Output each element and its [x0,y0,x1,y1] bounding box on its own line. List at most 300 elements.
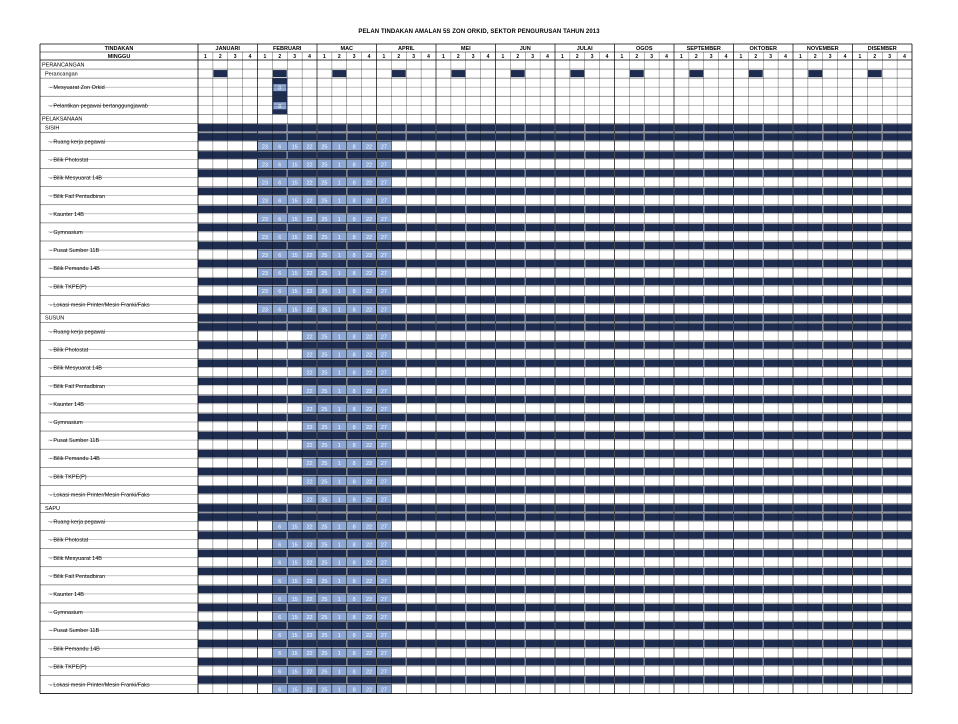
week-number: 4 [308,54,311,61]
scheduled-date: 15 [291,234,298,241]
scheduled-date: 23 [261,180,268,187]
month-header-september: SEPTEMBER [686,46,721,52]
month-header-ogos: OGOS [635,46,653,52]
activity-label: - Kaunter 14B [50,211,84,218]
scheduled-date: 1 [337,406,341,413]
scheduled-date: 8 [352,633,356,640]
scheduled-date: 23 [261,216,268,223]
scheduled-date: 15 [291,253,298,259]
scheduled-date: 25 [321,424,328,431]
scheduled-date: 22 [366,542,373,549]
scheduled-date: 6 [278,669,282,676]
scheduled-date: 1 [337,180,341,187]
planning-marker [451,70,465,77]
scheduled-date: 6 [278,234,282,241]
scheduled-date: 15 [291,162,298,169]
scheduled-date: 8 [352,615,356,621]
scheduled-date: 23 [261,144,268,151]
week-number: 4 [427,54,430,61]
scheduled-date: 6 [278,560,282,567]
scheduled-date: 22 [306,524,313,531]
week-number: 2 [694,54,698,61]
scheduled-date: 1 [337,162,341,169]
scheduled-date: 27 [380,633,387,640]
activity-label: - Ruang kerja pegawai [50,519,106,526]
scheduled-date: 25 [321,542,328,549]
activity-label: - Bilik TKPE(P) [50,284,87,291]
week-number: 1 [620,54,624,61]
scheduled-date: 22 [306,234,313,241]
scheduled-date: 8 [352,560,356,567]
scheduled-date: 6 [278,253,282,259]
header-tindakan: TINDAKAN [104,46,134,52]
group-title-sisih: SISIH [45,125,60,132]
scheduled-date: 22 [366,289,373,296]
scheduled-date: 23 [261,253,268,259]
week-number: 3 [412,54,416,61]
week-number: 3 [531,54,535,61]
scheduled-date: 22 [366,180,373,187]
scheduled-date: 25 [321,669,328,676]
planning-marker [749,70,763,77]
week-number: 3 [769,54,773,61]
scheduled-date: 27 [380,560,387,567]
scheduled-date: 15 [291,271,298,278]
activity-label: - Bilik Mesyuarat 14B [50,175,102,182]
scheduled-date: 8 [352,669,356,676]
scheduled-date: 6 [278,615,282,621]
scheduled-date: 1 [337,651,341,658]
scheduled-date: 22 [306,144,313,151]
scheduled-date: 25 [321,651,328,658]
activity-label: - Bilik Fail Pentadbiran [50,383,106,390]
scheduled-date: 22 [306,334,313,341]
scheduled-date: 1 [337,216,341,223]
scheduled-date: 23 [261,198,268,205]
scheduled-date: 25 [321,180,328,187]
scheduled-date: 22 [366,352,373,359]
activity-label: - Bilik Fail Pentadbiran [50,193,106,200]
activity-label: - Bilik Photostat [50,157,89,164]
scheduled-date: 22 [366,560,373,567]
scheduled-date: 25 [321,144,328,151]
scheduled-date: 25 [321,578,328,585]
scheduled-date: 1 [337,271,341,278]
week-number: 1 [442,54,445,61]
planning-marker [570,70,584,77]
week-number: 1 [739,54,743,61]
scheduled-date: 22 [306,289,313,296]
scheduled-date: 27 [380,144,387,151]
section-title-pelaksanaan: PELAKSANAAN [42,116,83,123]
month-header-april: APRIL [398,46,415,52]
scheduled-date: 22 [366,307,373,314]
scheduled-date: 25 [321,687,328,694]
activity-label: - Lokasi mesin Printer/Mesin Franki/Faks [50,302,150,309]
scheduled-date: 8 [352,461,356,468]
scheduled-date: 22 [366,687,373,694]
scheduled-date: 27 [380,424,387,431]
activity-label: - Ruang kerja pegawai [50,139,106,146]
scheduled-date: 27 [380,271,387,278]
week-number: 3 [293,54,297,61]
scheduled-date: 27 [380,289,387,296]
month-header-november: NOVEMBER [806,46,839,52]
scheduled-date: 8 [352,307,356,314]
activity-label: - Pusat Sumber 11B [50,248,100,255]
activity-label: - Bilik Fail Pentadbiran [50,573,106,580]
scheduled-date: 15 [291,542,298,549]
week-number: 2 [516,54,520,61]
week-number: 2 [218,54,222,61]
scheduled-date: 1 [337,370,341,377]
scheduled-date: 25 [321,633,328,640]
scheduled-date: 8 [352,651,356,658]
scheduled-date: 22 [306,162,313,169]
group-title-susun: SUSUN [45,315,65,322]
scheduled-date: 8 [352,424,356,431]
scheduled-date: 27 [380,162,387,169]
scheduled-date: 1 [337,289,341,296]
scheduled-date: 6 [278,162,282,169]
scheduled-date: 25 [321,352,328,359]
scheduled-date: 22 [366,216,373,223]
scheduled-date: 27 [380,334,387,341]
scheduled-date: 8 [352,687,356,694]
scheduled-date: 22 [306,388,313,395]
activity-label: - Mesyuarat Zon Orkid [50,85,105,92]
scheduled-date: 22 [306,443,313,450]
scheduled-date: 15 [291,307,298,314]
month-header-oktober: OKTOBER [749,46,777,52]
week-number: 1 [858,54,862,61]
scheduled-date: 27 [380,253,387,259]
scheduled-date: 15 [291,669,298,676]
scheduled-date: 25 [321,289,328,296]
week-number: 4 [605,54,609,61]
planning-marker [511,70,525,77]
scheduled-date: 25 [321,560,328,567]
scheduled-date: 25 [321,497,328,504]
week-number: 1 [382,54,386,61]
scheduled-date: 22 [366,669,373,676]
scheduled-date: 22 [366,497,373,504]
week-number: 1 [561,54,564,61]
activity-label: - Gymnasium [50,420,83,426]
scheduled-date: 22 [366,198,373,205]
planning-marker [213,70,227,77]
activity-label: - Lokasi mesin Printer/Mesin Franki/Faks [50,492,150,499]
scheduled-date: 27 [380,524,387,531]
week-number: 4 [546,54,549,61]
scheduled-date: 8 [352,289,356,296]
scheduled-date: 23 [261,234,268,241]
scheduled-date: 22 [366,271,373,278]
scheduled-date: 27 [380,370,387,377]
scheduled-date: 22 [306,633,313,640]
scheduled-date: 23 [261,271,268,278]
scheduled-date: 22 [366,578,373,585]
week-number: 1 [204,54,207,61]
week-number: 1 [263,54,267,61]
week-number: 2 [575,54,579,61]
scheduled-date: 8 [352,253,356,259]
scheduled-date: 15 [291,198,298,205]
scheduled-date: 8 [352,144,356,151]
scheduled-date: 15 [291,633,298,640]
month-header-mac: MAC [340,46,354,52]
week-number: 4 [903,54,906,61]
month-header-mei: MEI [460,46,471,52]
scheduled-date: 25 [321,162,328,169]
scheduled-date: 27 [380,198,387,205]
week-number: 4 [843,54,847,61]
scheduled-date: 6 [278,198,282,205]
scheduled-date: 6 [278,144,282,151]
scheduled-date: 15 [291,651,298,658]
scheduled-date: 15 [291,289,298,296]
scheduled-date: 27 [380,479,387,486]
scheduled-date: 15 [291,560,298,567]
scheduled-date: 1 [337,388,341,395]
scheduled-date: 1 [337,479,341,486]
scheduled-date: 22 [306,687,313,694]
activity-label: - Bilik TKPE(P) [50,664,87,671]
scheduled-date: 22 [306,461,313,468]
scheduled-date: 8 [352,542,356,549]
week-number: 3 [471,54,475,61]
scheduled-date: 22 [306,406,313,413]
scheduled-date: 22 [366,234,373,241]
scheduled-date: 25 [321,253,328,259]
scheduled-date: 25 [321,479,328,486]
scheduled-date: 27 [380,443,387,450]
scheduled-date: 1 [337,307,341,314]
week-number: 2 [873,54,877,61]
activity-label: - Pelantikan pegawai bertanggungjawab [50,103,148,110]
scheduled-date: 22 [366,633,373,640]
scheduled-date: 25 [321,216,328,223]
scheduled-date: 25 [321,370,328,377]
week-number: 4 [784,54,787,61]
week-number: 4 [724,54,728,61]
scheduled-date: 25 [321,271,328,278]
scheduled-date: 8 [352,578,356,585]
scheduled-date: 27 [380,406,387,413]
week-number: 2 [635,54,639,61]
scheduled-date: 8 [352,271,356,278]
week-number: 2 [337,54,341,61]
scheduled-date: 15 [291,578,298,585]
scheduled-date: 15 [291,216,298,223]
scheduled-date: 15 [291,524,298,531]
scheduled-date: 6 [278,271,282,278]
week-number: 3 [650,54,654,61]
planned-date: 8 [278,85,282,92]
week-number: 1 [323,54,326,61]
scheduled-date: 1 [337,234,341,241]
week-number: 2 [397,54,401,61]
scheduled-date: 25 [321,388,328,395]
scheduled-date: 22 [366,524,373,531]
activity-label: - Bilik Photostat [50,347,89,354]
scheduled-date: 1 [337,560,341,567]
scheduled-date: 8 [352,198,356,205]
scheduled-date: 25 [321,596,328,603]
scheduled-date: 22 [366,651,373,658]
week-number: 3 [828,54,832,61]
week-number: 4 [486,54,490,61]
scheduled-date: 27 [380,687,387,694]
planning-marker [630,70,644,77]
planned-date: 8 [278,103,282,110]
week-number: 3 [233,54,237,61]
activity-label: - Bilik Pemandu 14B [50,646,100,653]
scheduled-date: 22 [306,560,313,567]
scheduled-date: 27 [380,388,387,395]
activity-label: - Lokasi mesin Printer/Mesin Franki/Faks [50,682,150,689]
group-title-sapu: SAPU [45,505,60,512]
scheduled-date: 22 [366,370,373,377]
planning-marker [392,70,406,77]
activity-label: - Pusat Sumber 11B [50,628,100,635]
scheduled-date: 22 [306,669,313,676]
planning-marker [332,70,346,77]
scheduled-date: 1 [337,352,341,359]
scheduled-date: 22 [366,615,373,621]
week-number: 4 [248,54,252,61]
scheduled-date: 1 [337,497,341,504]
scheduled-date: 22 [366,253,373,259]
scheduled-date: 25 [321,334,328,341]
scheduled-date: 22 [306,370,313,377]
scheduled-date: 22 [366,334,373,341]
activity-label: - Kaunter 14B [50,401,84,408]
scheduled-date: 22 [366,479,373,486]
group-title-perancangan: Perancangan [45,71,78,78]
section-title-perancangan: PERANCANGAN [42,62,85,69]
scheduled-date: 22 [306,479,313,486]
scheduled-date: 1 [337,144,341,151]
week-number: 1 [680,54,683,61]
scheduled-date: 1 [337,687,341,694]
scheduled-date: 27 [380,651,387,658]
scheduled-date: 1 [337,253,341,259]
month-header-februari: FEBRUARI [273,46,302,52]
scheduled-date: 15 [291,144,298,151]
scheduled-date: 8 [352,479,356,486]
scheduled-date: 27 [380,669,387,676]
week-number: 2 [456,54,460,61]
planning-marker [273,70,287,77]
scheduled-date: 22 [366,443,373,450]
activity-label: - Bilik Pemandu 14B [50,456,100,463]
planning-marker [808,70,822,77]
scheduled-date: 25 [321,615,328,621]
activity-label: - Bilik Mesyuarat 14B [50,365,102,372]
planning-marker [689,70,703,77]
scheduled-date: 25 [321,307,328,314]
scheduled-date: 6 [278,596,282,603]
week-number: 2 [278,54,282,61]
scheduled-date: 6 [278,216,282,223]
scheduled-date: 8 [352,524,356,531]
scheduled-date: 27 [380,180,387,187]
scheduled-date: 25 [321,198,328,205]
scheduled-date: 8 [352,234,356,241]
scheduled-date: 6 [278,542,282,549]
scheduled-date: 22 [366,388,373,395]
week-number: 1 [501,54,505,61]
scheduled-date: 27 [380,578,387,585]
scheduled-date: 22 [366,144,373,151]
scheduled-date: 8 [352,370,356,377]
scheduled-date: 6 [278,289,282,296]
scheduled-date: 22 [366,424,373,431]
scheduled-date: 22 [366,162,373,169]
scheduled-date: 22 [306,596,313,603]
scheduled-date: 23 [261,162,268,169]
header-minggu: MINGGU [107,54,131,60]
scheduled-date: 1 [337,524,341,531]
scheduled-date: 25 [321,234,328,241]
activity-label: - Kaunter 14B [50,591,84,598]
scheduled-date: 22 [306,424,313,431]
scheduled-date: 25 [321,524,328,531]
scheduled-date: 6 [278,687,282,694]
scheduled-date: 1 [337,443,341,450]
planning-marker [868,70,882,77]
scheduled-date: 1 [337,615,341,621]
scheduled-date: 27 [380,497,387,504]
scheduled-date: 1 [337,424,341,431]
scheduled-date: 15 [291,687,298,694]
scheduled-date: 1 [337,596,341,603]
scheduled-date: 6 [278,633,282,640]
scheduled-date: 1 [337,542,341,549]
week-number: 3 [590,54,594,61]
scheduled-date: 1 [337,578,341,585]
scheduled-date: 15 [291,596,298,603]
scheduled-date: 22 [306,307,313,314]
scheduled-date: 22 [306,271,313,278]
month-header-julai: JULAI [576,46,593,52]
scheduled-date: 8 [352,334,356,341]
month-header-jun: JUN [519,46,531,52]
scheduled-date: 6 [278,307,282,314]
scheduled-date: 27 [380,596,387,603]
scheduled-date: 6 [278,651,282,658]
month-header-januari: JANUARI [215,46,240,52]
week-number: 3 [709,54,713,61]
scheduled-date: 22 [306,216,313,223]
scheduled-date: 23 [261,307,268,314]
scheduled-date: 1 [337,669,341,676]
week-number: 4 [367,54,371,61]
document-title: PELAN TINDAKAN AMALAN 5S ZON ORKID, SEKTOR PENGURUSAN TAHUN 2013 [358,29,600,35]
scheduled-date: 22 [306,651,313,658]
scheduled-date: 22 [306,180,313,187]
scheduled-date: 15 [291,615,298,621]
scheduled-date: 1 [337,334,341,341]
scheduled-date: 8 [352,443,356,450]
scheduled-date: 27 [380,307,387,314]
scheduled-date: 22 [306,352,313,359]
scheduled-date: 6 [278,180,282,187]
scheduled-date: 8 [352,162,356,169]
scheduled-date: 22 [306,578,313,585]
scheduled-date: 22 [306,497,313,504]
